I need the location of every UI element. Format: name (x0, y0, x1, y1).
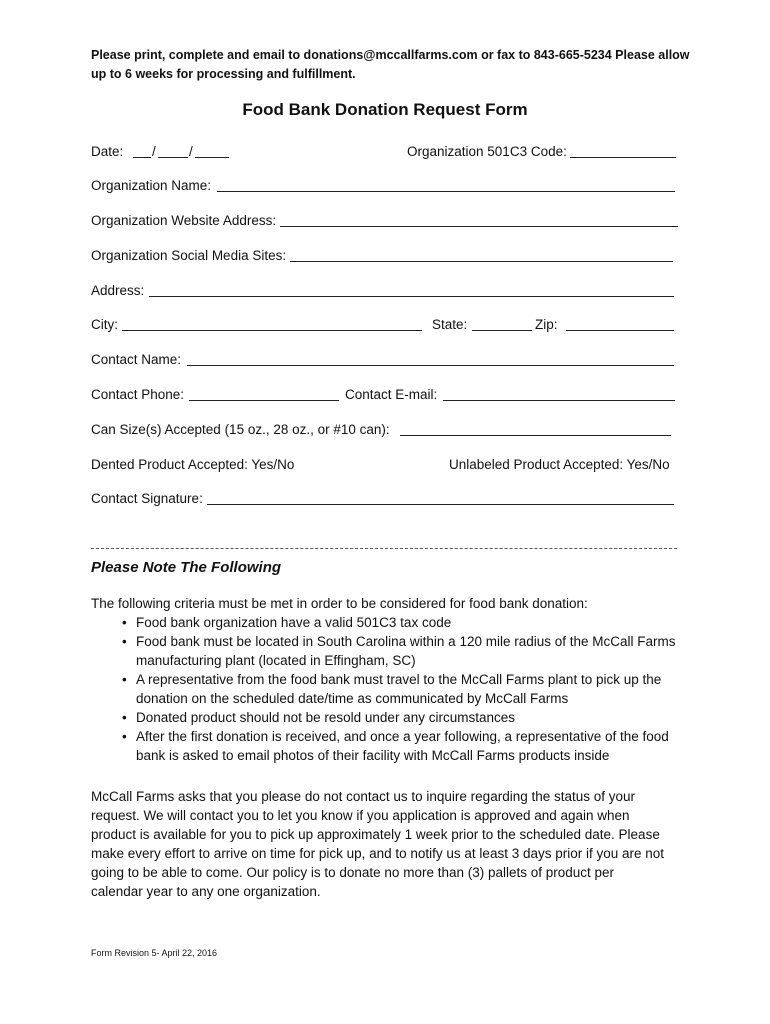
criteria-text: A representative from the food bank must travel to the McCall Farms plant to pick up the donation on the scheduled date/time as communicated by McCall Farms (136, 672, 662, 706)
form-revision: Form Revision 5- April 22, 2016 (91, 948, 218, 958)
bullet-icon: • (122, 634, 127, 649)
list-item (122, 632, 677, 670)
list-item (122, 708, 677, 727)
signature-label: Contact Signature: (91, 491, 203, 506)
can-size-label: Can Size(s) Accepted (15 oz., 28 oz., or #10 can): (91, 422, 390, 437)
org-website-row (91, 211, 681, 231)
city-state-zip-row (91, 315, 681, 335)
date-year-field[interactable] (195, 157, 229, 158)
dented-product-label[interactable]: Dented Product Accepted: Yes/No (91, 457, 295, 472)
org-social-field[interactable] (290, 261, 673, 262)
criteria-text: Donated product should not be resold under any circumstances (136, 710, 515, 725)
org-name-field[interactable] (217, 191, 675, 192)
org-name-row (91, 176, 681, 196)
list-item (122, 613, 677, 632)
criteria-text: After the first donation is received, and once a year following, a representative of the food bank is asked to email photos of their facility with McCall Farms products inside (136, 729, 669, 763)
org-name-label: Organization Name: (91, 178, 212, 193)
state-label: State: (432, 317, 468, 332)
signature-field[interactable] (207, 504, 674, 505)
zip-label: Zip: (535, 317, 558, 332)
bullet-icon: • (122, 672, 127, 687)
section-divider (91, 548, 677, 549)
city-field[interactable] (122, 330, 422, 331)
org-social-label: Organization Social Media Sites: (91, 248, 287, 263)
date-separator: / (152, 144, 156, 159)
date-label: Date: (91, 144, 124, 159)
form-title: Food Bank Donation Request Form (242, 100, 528, 119)
org-social-row (91, 246, 681, 266)
policy-paragraph: McCall Farms asks that you please do not contact us to inquire regarding the status of your request. We will contact you to let you know if you application is approved and again when product is available for you to pick up approximately 1 week prior to the scheduled date. Please make every effort to arrive on time for pick up, and to notify us at least 3 days prior if you are not going to be able to come. Our policy is to donate no more than (3) pallets of product per calendar year to any one organization. (91, 789, 665, 899)
contact-email-label: Contact E-mail: (345, 387, 438, 402)
contact-phone-label: Contact Phone: (91, 387, 185, 402)
notes-heading: Please Note The Following (91, 559, 282, 576)
can-size-field[interactable] (400, 435, 671, 436)
criteria-intro: The following criteria must be met in order to be considered for food bank donation: (91, 596, 588, 611)
date-day-field[interactable] (158, 157, 188, 158)
state-field[interactable] (472, 330, 532, 331)
criteria-text: Food bank must be located in South Carolina within a 120 mile radius of the McCall Farms manufacturing plant (located in Effingham, SC) (136, 634, 676, 668)
org-501c3-field[interactable] (570, 157, 676, 158)
contact-phone-field[interactable] (189, 400, 339, 401)
address-label: Address: (91, 283, 145, 298)
criteria-list (122, 613, 677, 765)
list-item (122, 670, 677, 708)
bullet-icon: • (122, 615, 127, 630)
address-field[interactable] (149, 296, 674, 297)
org-501c3-label: Organization 501C3 Code: (407, 144, 567, 159)
list-item (122, 727, 677, 765)
contact-name-label: Contact Name: (91, 352, 182, 367)
zip-field[interactable] (566, 330, 674, 331)
contact-name-field[interactable] (187, 365, 674, 366)
product-acceptance-row (91, 455, 681, 475)
date-separator: / (189, 144, 193, 159)
can-size-row (91, 420, 681, 440)
date-month-field[interactable] (133, 157, 151, 158)
unlabeled-product-label[interactable]: Unlabeled Product Accepted: Yes/No (449, 457, 670, 472)
bullet-icon: • (122, 729, 127, 744)
criteria-text: Food bank organization have a valid 501C3 tax code (136, 615, 452, 630)
contact-email-field[interactable] (443, 400, 675, 401)
org-website-label: Organization Website Address: (91, 213, 277, 228)
address-row (91, 281, 681, 301)
org-website-field[interactable] (280, 226, 678, 227)
date-row (91, 142, 681, 162)
submission-instructions: Please print, complete and email to donations@mccallfarms.com or fax to 843-665-5234 Please allow up to 6 weeks for processing and fulfillment. (91, 48, 690, 81)
bullet-icon: • (122, 710, 127, 725)
contact-name-row (91, 350, 681, 370)
contact-phone-email-row (91, 385, 681, 405)
city-label: City: (91, 317, 118, 332)
signature-row (91, 489, 681, 509)
